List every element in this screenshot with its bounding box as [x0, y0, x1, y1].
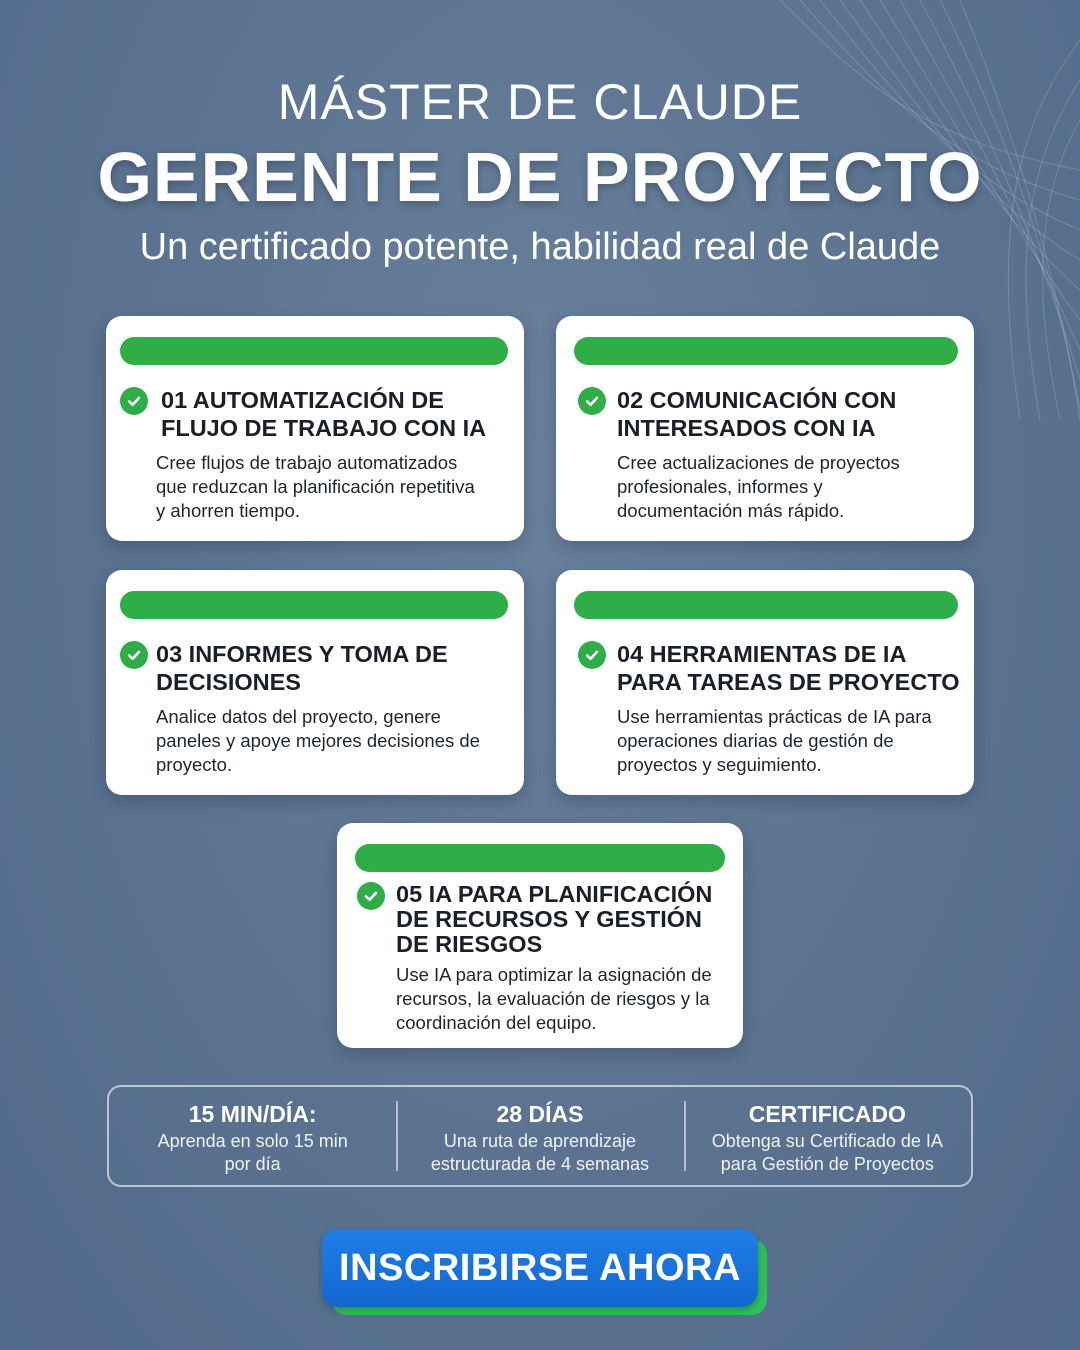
- course-stats-bar: [107, 1085, 973, 1187]
- stat-description: Aprenda en solo 15 min por día: [157, 1131, 348, 1174]
- card-accent-bar: [355, 844, 725, 872]
- module-description: Analice datos del proyecto, genere paneles y apoye mejores decisiones de proyecto.: [156, 706, 480, 775]
- module-description: Use herramientas prácticas de IA para operaciones diarias de gestión de proyectos y seguimiento.: [617, 706, 932, 775]
- stat-certificate: [684, 1087, 971, 1185]
- module-description: Use IA para optimizar la asignación de recursos, la evaluación de riesgos y la coordinación del equipo.: [396, 964, 712, 1033]
- card-accent-bar: [120, 591, 508, 619]
- module-title: 03 INFORMES Y TOMA DE DECISIONES: [156, 641, 448, 695]
- module-card-05: [337, 823, 743, 1048]
- module-title: 01 AUTOMATIZACIÓN DE FLUJO DE TRABAJO CON IA: [161, 387, 487, 441]
- check-circle-icon: [120, 641, 148, 669]
- card-accent-bar: [120, 337, 508, 365]
- module-title: 05 IA PARA PLANIFICACIÓN DE RECURSOS Y GESTIÓN DE RIESGOS: [396, 881, 713, 957]
- page-title: GERENTE DE PROYECTO: [97, 138, 983, 216]
- module-card-03: [106, 570, 524, 795]
- course-kicker: MÁSTER DE CLAUDE: [277, 74, 803, 130]
- stat-daily-time: [109, 1087, 396, 1185]
- module-description: Cree flujos de trabajo automatizados que reduzcan la planificación repetitiva y ahorren tiempo.: [156, 452, 475, 521]
- stat-description: Una ruta de aprendizaje estructurada de 4 semanas: [430, 1131, 650, 1174]
- stat-title: CERTIFICADO: [748, 1101, 906, 1127]
- stat-description: Obtenga su Certificado de IA para Gestión de Proyectos: [711, 1131, 943, 1174]
- module-title: 04 HERRAMIENTAS DE IA PARA TAREAS DE PROYECTO: [617, 641, 960, 695]
- stat-title: 15 MIN/DÍA:: [188, 1101, 317, 1127]
- module-card-04: [556, 570, 974, 795]
- stat-duration: [396, 1087, 683, 1185]
- check-circle-icon: [120, 387, 148, 415]
- module-card-01: [106, 316, 524, 541]
- module-description: Cree actualizaciones de proyectos profesionales, informes y documentación más rápido.: [617, 452, 900, 521]
- check-circle-icon: [578, 387, 606, 415]
- module-card-02: [556, 316, 974, 541]
- header: [0, 70, 1080, 272]
- enroll-now-button[interactable]: INSCRIBIRSE AHORA: [322, 1229, 758, 1307]
- card-accent-bar: [574, 591, 958, 619]
- stat-title: 28 DÍAS: [496, 1101, 584, 1127]
- check-circle-icon: [578, 641, 606, 669]
- module-title: 02 COMUNICACIÓN CON INTERESADOS CON IA: [617, 387, 897, 441]
- check-circle-icon: [357, 882, 385, 910]
- page-subtitle: Un certificado potente, habilidad real de Claude: [139, 226, 941, 268]
- card-accent-bar: [574, 337, 958, 365]
